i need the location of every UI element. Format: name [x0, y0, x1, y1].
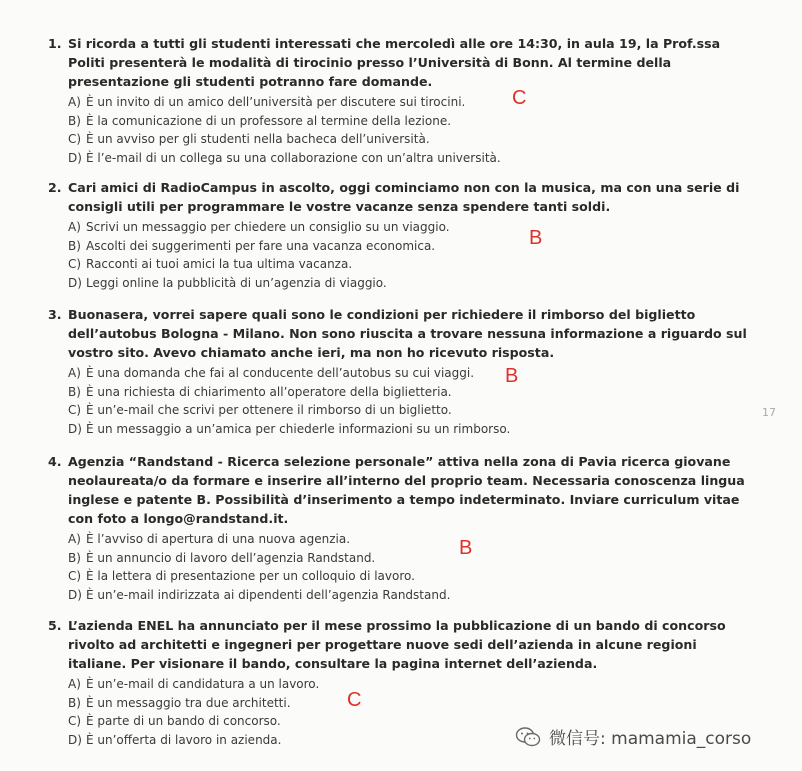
- option-text: È un invito di un amico dell’università per discutere sui tirocini.: [86, 95, 466, 109]
- question-text: [48, 178, 748, 216]
- option-letter: C): [68, 132, 82, 147]
- option-b[interactable]: [68, 237, 748, 256]
- question-text: [48, 452, 748, 528]
- option-letter: B): [68, 384, 81, 399]
- option-text: È una richiesta di chiarimento all’operatore della biglietteria.: [86, 384, 452, 399]
- handwritten-answer-1: C: [512, 87, 527, 109]
- option-text: È l’avviso di apertura di una nuova agenzia.: [86, 532, 351, 546]
- option-letter: B): [68, 695, 81, 710]
- option-text: È un avviso per gli studenti nella bacheca dell’università.: [86, 132, 430, 147]
- question-3: [48, 305, 748, 438]
- options-list: [48, 93, 748, 167]
- option-letter: A): [68, 95, 81, 109]
- option-a[interactable]: [68, 675, 748, 694]
- option-d[interactable]: [68, 274, 748, 293]
- option-text: Racconti ai tuoi amici la tua ultima vacanza.: [86, 257, 353, 272]
- question-4: [48, 452, 748, 604]
- question-body: Si ricorda a tutti gli studenti interessati che mercoledì alle ore 14:30, in aula 19, la Prof.ssa Politi presenterà le modalità di tirocinio presso l’Università di Bonn. Al termine della presentazione gli studenti potranno fare domande.: [68, 36, 721, 89]
- option-letter: B): [68, 238, 81, 253]
- option-text: È un’e-mail che scrivi per ottenere il rimborso di un biglietto.: [86, 403, 452, 418]
- option-text: È l’e-mail di un collega su una collaborazione con un’altra università.: [86, 150, 501, 165]
- options-list: [48, 218, 748, 292]
- options-list: [48, 364, 748, 438]
- option-letter: A): [68, 366, 81, 380]
- question-text: [48, 34, 748, 91]
- question-1: [48, 34, 748, 167]
- option-text: È un’e-mail indirizzata ai dipendenti dell’agenzia Randstand.: [86, 587, 451, 602]
- option-letter: D): [68, 421, 82, 436]
- option-c[interactable]: [68, 401, 748, 420]
- option-letter: C): [68, 403, 82, 418]
- handwritten-answer-3: B: [505, 365, 519, 387]
- option-text: Scrivi un messaggio per chiedere un consiglio su un viaggio.: [86, 220, 450, 234]
- option-text: È un messaggio a un’amica per chiederle informazioni su un rimborso.: [86, 421, 511, 436]
- question-2: [48, 178, 748, 292]
- option-letter: D): [68, 587, 82, 602]
- option-letter: B): [68, 550, 81, 565]
- option-b[interactable]: [68, 383, 748, 402]
- option-b[interactable]: [68, 549, 748, 568]
- option-letter: D): [68, 732, 82, 747]
- option-text: È la lettera di presentazione per un colloquio di lavoro.: [86, 569, 415, 584]
- option-text: È una domanda che fai al conducente dell’autobus su cui viaggi.: [86, 366, 475, 380]
- option-text: È parte di un bando di concorso.: [86, 714, 281, 729]
- option-a[interactable]: [68, 530, 748, 549]
- options-list: [48, 530, 748, 604]
- option-c[interactable]: [68, 255, 748, 274]
- question-body: Buonasera, vorrei sapere quali sono le condizioni per richiedere il rimborso del biglietto dell’autobus Bologna - Milano. Non sono riuscita a trovare nessuna informazione a riguardo sul vostro sito. Avevo chiamato anche ieri, ma non ho ricevuto risposta.: [68, 307, 747, 360]
- option-letter: B): [68, 113, 81, 128]
- watermark-text: 微信号: mamamia_corso: [549, 729, 752, 749]
- question-body: Cari amici di RadioCampus in ascolto, oggi cominciamo non con la musica, ma con una serie di consigli utili per programmare le vostre vacanze senza spendere tanti soldi.: [68, 180, 740, 214]
- option-text: Ascolti dei suggerimenti per fare una vacanza economica.: [86, 238, 436, 253]
- question-body: L’azienda ENEL ha annunciato per il mese prossimo la pubblicazione di un bando di concorso rivolto ad architetti e ingegneri per progettare nuove sedi dell’azienda in alcune regioni italiane. Per visionare il bando, consultare la pagina internet dell’azienda.: [68, 618, 726, 671]
- option-a[interactable]: [68, 364, 748, 383]
- option-a[interactable]: [68, 218, 748, 237]
- question-number: 3.: [48, 307, 62, 322]
- question-text: [48, 616, 748, 673]
- option-d[interactable]: [68, 586, 748, 605]
- option-text: È la comunicazione di un professore al termine della lezione.: [86, 113, 452, 128]
- option-letter: A): [68, 532, 81, 546]
- option-letter: C): [68, 257, 82, 272]
- page-number: 17: [762, 406, 776, 419]
- option-text: Leggi online la pubblicità di un’agenzia di viaggio.: [86, 275, 387, 290]
- option-letter: C): [68, 714, 82, 729]
- option-letter: D): [68, 275, 82, 290]
- option-letter: D): [68, 150, 82, 165]
- option-text: È un annuncio di lavoro dell’agenzia Randstand.: [86, 550, 376, 565]
- option-a[interactable]: [68, 93, 748, 112]
- option-text: È un’e-mail di candidatura a un lavoro.: [86, 677, 320, 691]
- watermark: [515, 724, 751, 749]
- option-b[interactable]: [68, 112, 748, 131]
- option-text: È un’offerta di lavoro in azienda.: [86, 732, 282, 747]
- question-number: 1.: [48, 36, 62, 51]
- handwritten-answer-4: B: [459, 537, 473, 559]
- question-number: 4.: [48, 454, 62, 469]
- question-number: 2.: [48, 180, 62, 195]
- option-text: È un messaggio tra due architetti.: [86, 695, 291, 710]
- wechat-icon: [515, 726, 541, 748]
- question-number: 5.: [48, 618, 62, 633]
- option-c[interactable]: [68, 130, 748, 149]
- option-b[interactable]: [68, 694, 748, 713]
- option-letter: C): [68, 569, 82, 584]
- handwritten-answer-2: B: [529, 227, 543, 249]
- handwritten-answer-5: C: [347, 689, 362, 711]
- option-d[interactable]: [68, 420, 748, 439]
- option-d[interactable]: [68, 149, 748, 168]
- question-body: Agenzia “Randstand - Ricerca selezione personale” attiva nella zona di Pavia ricerca giovane neolaureata/o da formare e inserire all’interno del proprio team. Necessaria conoscenza lingua inglese e patente B. Possibilità d’inserimento a tempo indeterminato. Inviare curriculum vitae con foto a longo@randstand.it.: [68, 454, 745, 526]
- option-c[interactable]: [68, 567, 748, 586]
- question-text: [48, 305, 748, 362]
- option-letter: A): [68, 677, 81, 691]
- option-letter: A): [68, 220, 81, 234]
